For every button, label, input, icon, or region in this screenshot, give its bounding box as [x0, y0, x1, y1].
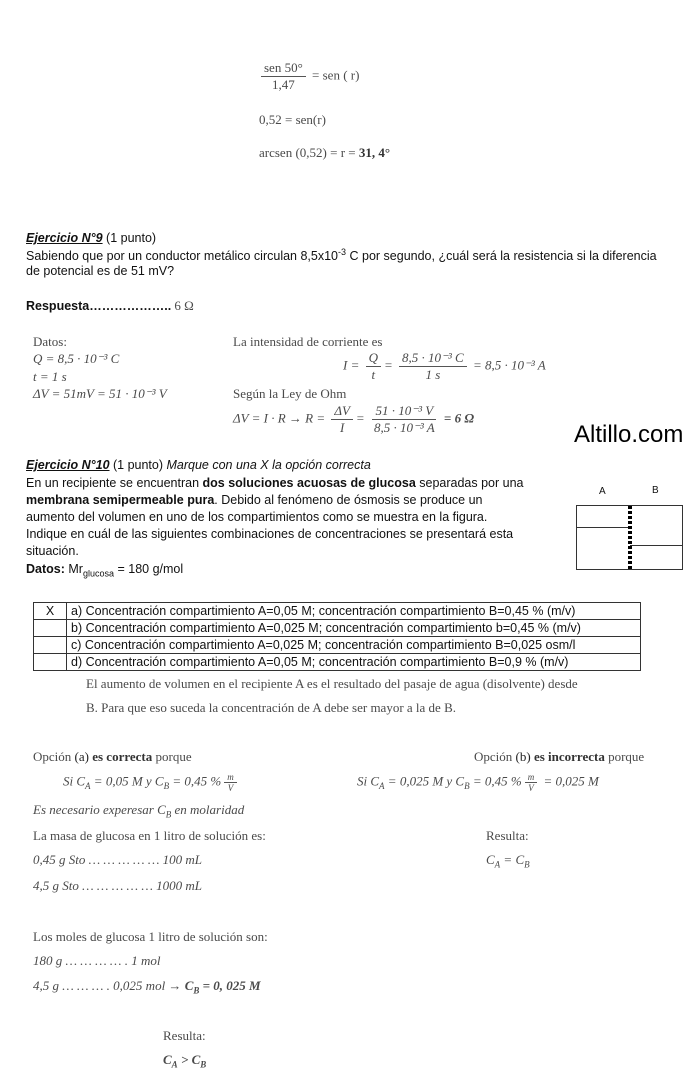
r1-mid: = C [500, 852, 525, 867]
ej10-datos-b: = 180 g/mol [114, 562, 184, 576]
si-b-rest2: = 0,45 % [469, 773, 522, 789]
ej9-ohm-equation: ΔV = I · R → R = $\frac{\Delta V}{I}$ = $\frac{\text{51 · 10⁻³ V}}{\text{8,5 · 10⁻³ A}}$ = 6 Ω [233, 403, 475, 435]
ej10-title: Ejercicio N°10 [26, 458, 110, 472]
ej9-title: Ejercicio N°9 [26, 231, 103, 245]
r2-mid: > C [177, 1052, 201, 1067]
ej9-ohm-lhs: ΔV = I · R → R = [233, 410, 326, 426]
ej10-statement [26, 475, 530, 560]
si-b: Si C [357, 773, 380, 789]
molar-note-sub: B [165, 809, 172, 820]
moles-line-2 [33, 978, 261, 996]
ej9-heading [26, 231, 156, 245]
ej10-p4: Indique en cuál de las siguientes combinaciones de concentraciones se presentará esta [26, 527, 514, 541]
ej9-statement-line1 [26, 247, 657, 263]
ej9-i-f1-num: Q [366, 350, 381, 367]
ej9-intensity-label: La intensidad de corriente es [233, 334, 383, 349]
moles-2a: 4,5 g … … … . 0,025 mol → [33, 978, 185, 993]
moles-2c: = 0, 025 M [199, 978, 261, 993]
ej10-instruction: Marque con una X la opción correcta [166, 458, 371, 472]
semipermeable-membrane [628, 506, 632, 569]
si-a-expression [63, 772, 240, 793]
frac-denominator: 1,47 [272, 77, 295, 92]
equation-rhs: = sen ( r) [312, 67, 360, 83]
table-row[interactable] [34, 620, 641, 637]
opt-b-2: (b) [515, 749, 531, 764]
level-line-a [577, 527, 630, 528]
frac-v: V [227, 783, 234, 793]
ej10-datos [26, 562, 183, 579]
ej9-ohm-f2-num: 51 · 10⁻³ V [372, 403, 436, 420]
altillo-watermark: Altillo.com [574, 421, 684, 448]
moles-result [184, 978, 261, 996]
ej9-datos-t: t = 1 s [33, 369, 67, 384]
ej9-text-b: C por segundo, ¿cuál será la resistencia si la diferencia [346, 249, 657, 264]
si-b-end: = 0,025 M [540, 773, 599, 789]
option-mark-cell-empty[interactable] [34, 637, 67, 654]
moles-2b: C [184, 978, 194, 993]
si-a: Si C [63, 773, 86, 789]
ej9-i-f1-den: t [371, 367, 376, 382]
table-row[interactable] [34, 654, 641, 671]
arcsen-result: 31, 4° [358, 145, 391, 160]
ej9-answer [26, 298, 194, 314]
ej9-text-sup: -3 [338, 247, 347, 257]
r2-sub-b: B [200, 1059, 207, 1070]
ej9-ohm-rhs: = 6 Ω [443, 410, 475, 426]
frac-numerator: sen 50° [261, 60, 306, 77]
table-row[interactable] [34, 637, 641, 654]
ej10-points: (1 punto) [109, 458, 167, 472]
ej10-datos-label: Datos: [26, 562, 65, 576]
explanation-line1: El aumento de volumen en el recipiente A es el resultado del pasaje de agua (disolvente) desde [86, 676, 578, 691]
top-equation-3 [259, 145, 390, 161]
frac-m-b: m [525, 772, 538, 783]
ej9-text-a: Sabiendo que por un conductor metálico circulan 8,5x10 [26, 249, 339, 264]
frac-v-b: V [528, 783, 534, 793]
r2-a: C [163, 1052, 172, 1067]
table-row[interactable] [34, 603, 641, 620]
resulta-1-value [486, 852, 530, 870]
si-b-rest: = 0,025 M y C [384, 773, 465, 789]
option-mark-cell-empty[interactable] [34, 620, 67, 637]
r1-sub-b: B [524, 859, 530, 870]
ej10-datos-sub: glucosa [82, 568, 114, 579]
top-equation-2: 0,52 = sen(r) [259, 112, 326, 127]
ej10-datos-a: Mr [64, 562, 83, 576]
opt-b-1: Opción [474, 749, 516, 764]
opt-b-3: es incorrecta [530, 749, 605, 764]
options-table [33, 602, 641, 671]
frac-m: m [224, 772, 237, 783]
mass-label: La masa de glucosa en 1 litro de solución es: [33, 828, 266, 843]
moles-2b-sub: B [193, 985, 200, 996]
moles-label: Los moles de glucosa 1 litro de solución son: [33, 929, 268, 944]
ej9-answer-value: 6 Ω [171, 298, 194, 313]
si-a-sub2: B [163, 781, 170, 792]
r1-sub-a: A [494, 859, 501, 870]
molar-note-a: Es necesario experesar C [33, 802, 166, 817]
level-line-b [630, 545, 682, 546]
arcsen-expression: arcsen (0,52) = r = [259, 145, 359, 160]
ej9-datos-label: Datos: [33, 334, 67, 349]
moles-line-1: 180 g … … … … . 1 mol [33, 953, 161, 968]
opt-a-2: (a) [74, 749, 89, 764]
ej9-statement-line2: de potencial es de 51 mV? [26, 264, 175, 278]
si-a-sub: A [85, 781, 91, 792]
resulta-2-label: Resulta: [163, 1028, 206, 1043]
option-a-text: a) Concentración compartimiento A=0,05 M; concentración compartimiento B=0,45 % (m/v) [67, 603, 641, 620]
option-c-text: c) Concentración compartimiento A=0,025 M; concentración compartimiento B=0,025 osm/l [67, 637, 641, 654]
ej9-i-f2-den: 1 s [425, 367, 441, 382]
resulta-1-label: Resulta: [486, 828, 529, 843]
ej9-i-f2-num: 8,5 · 10⁻³ C [399, 350, 467, 367]
si-b-sub: A [379, 781, 385, 792]
ej9-ohm-label: Según la Ley de Ohm [233, 386, 347, 401]
opt-a-4: porque [152, 749, 192, 764]
top-equation-1 [258, 60, 359, 93]
option-a-analysis [33, 749, 192, 765]
ej10-p5: situación. [26, 544, 79, 558]
osmosis-figure [576, 505, 683, 570]
ej10-p1-b: separadas por una [415, 476, 524, 490]
ej10-p2-bold: membrana semipermeable pura [26, 493, 215, 507]
option-mark-cell[interactable]: X [34, 603, 67, 620]
ej9-ohm-f1-den: I [339, 420, 345, 435]
molar-note-end: en molaridad [171, 802, 245, 817]
option-b-analysis [474, 749, 644, 765]
option-b-text: b) Concentración compartimiento A=0,025 M; concentración compartimiento b=0,45 % (m/v) [67, 620, 641, 637]
resulta-2-value [163, 1052, 206, 1070]
ej9-ohm-f2-den: 8,5 · 10⁻³ A [373, 420, 435, 435]
explanation-line2: B. Para que eso suceda la concentración de A debe ser mayor a la de B. [86, 700, 456, 715]
figure-label-a: A [599, 486, 606, 497]
molar-note [33, 802, 244, 820]
ej10-heading [26, 458, 371, 472]
ej9-i-lhs: I = [343, 357, 360, 373]
ej10-p2: . Debido al fenómeno de ósmosis se produce un [214, 493, 483, 507]
si-b-sub2: B [464, 781, 470, 792]
ej9-i-rhs: = 8,5 · 10⁻³ A [472, 357, 546, 373]
ej9-intensity-equation: I = $\frac{Q}{t}$ = $\frac{\text{8,5 · 10⁻³ C}}{1 s}$ = 8,5 · 10⁻³ A [343, 350, 546, 382]
opt-b-4: porque [604, 749, 645, 764]
ej9-datos-v: ΔV = 51mV = 51 · 10⁻³ V [33, 386, 167, 401]
si-a-rest: = 0,05 M y C [90, 773, 164, 789]
ej9-points: (1 punto) [102, 231, 157, 245]
si-b-expression [357, 772, 599, 793]
ej10-p1-bold: dos soluciones acuosas de glucosa [202, 476, 416, 490]
opt-a-3: es correcta [88, 749, 153, 764]
figure-label-b: B [652, 485, 659, 496]
mass-line-1: 0,45 g Sto … … … … … 100 mL [33, 852, 203, 867]
ej9-datos-q: Q = 8,5 · 10⁻³ C [33, 351, 120, 366]
ej9-ohm-f1-num: ΔV [331, 403, 353, 420]
ej10-p1: En un recipiente se encuentran [26, 476, 203, 490]
si-a-rest2: = 0,45 % [169, 773, 222, 789]
mass-line-2: 4,5 g Sto … … … … … 1000 mL [33, 878, 203, 893]
r2-sub-a: A [171, 1059, 178, 1070]
option-d-text: d) Concentración compartimiento A=0,05 M; concentración compartimiento B=0,9 % (m/v) [67, 654, 641, 671]
option-mark-cell-empty[interactable] [34, 654, 67, 671]
opt-a-1: Opción [33, 749, 75, 764]
ej9-answer-label: Respuesta……………….. [26, 299, 172, 313]
r1-a: C [486, 852, 495, 867]
ej10-p3: aumento del volumen en uno de los compartimientos como se muestra en la figura. [26, 510, 488, 524]
